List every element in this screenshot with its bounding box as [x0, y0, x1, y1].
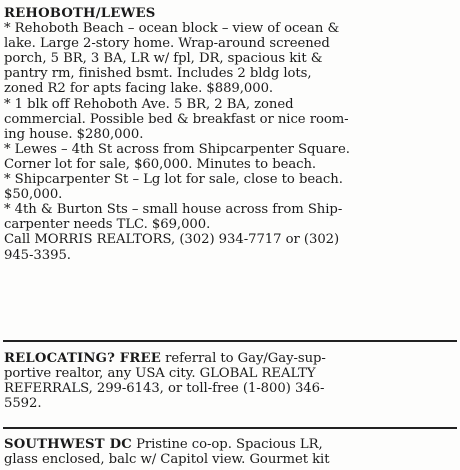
ad-text-line: $50,000. [4, 187, 63, 203]
ad-text-line: pantry rm, finished bsmt. Includes 2 bldg lots, [4, 66, 312, 82]
ad-heading: RELOCATING? FREE [4, 351, 162, 366]
ad-heading: SOUTHWEST DC [4, 437, 132, 452]
ad-text-line: ing house. $280,000. [4, 126, 144, 142]
ad-text-fragment: referral to Gay/Gay-sup- [161, 351, 326, 366]
ad-text-line: glass enclosed, balc w/ Capitol view. Gourmet kit [4, 452, 330, 468]
ad-first-line [4, 351, 456, 366]
ad-text-line: portive realtor, any USA city. GLOBAL REALTY [4, 366, 316, 382]
classified-ad-relocating [4, 351, 456, 411]
classified-ad-southwest-dc [4, 437, 456, 467]
ad-text-line: lake. Large 2-story home. Wrap-around screened [4, 36, 330, 52]
ad-heading: REHOBOTH/LEWES [4, 6, 156, 21]
ad-text-line: Call MORRIS REALTORS, (302) 934-7717 or (302) [4, 232, 340, 248]
ad-text-line: * Shipcarpenter St – Lg lot for sale, close to beach. [4, 172, 343, 188]
ad-text-line: carpenter needs TLC. $69,000. [4, 217, 211, 233]
ad-text-line: 945-3395. [4, 247, 71, 263]
ad-text-line: zoned R2 for apts facing lake. $889,000. [4, 81, 274, 97]
classified-ad-rehoboth-lewes [4, 6, 456, 263]
ad-text-line: * Rehoboth Beach – ocean block – view of ocean & [4, 21, 340, 37]
ad-text-line: * Lewes – 4th St across from Shipcarpenter Square. [4, 141, 350, 157]
ad-divider [3, 427, 457, 429]
ad-text-line: * 4th & Burton Sts – small house across from Ship- [4, 202, 343, 218]
ad-divider [3, 340, 457, 342]
ad-text-line: porch, 5 BR, 3 BA, LR w/ fpl, DR, spacious kit & [4, 51, 323, 67]
ad-text-line: * 1 blk off Rehoboth Ave. 5 BR, 2 BA, zoned [4, 96, 294, 112]
ad-text-line: REFERRALS, 299-6143, or toll-free (1-800) 346- [4, 381, 325, 397]
ad-first-line [4, 437, 456, 452]
ad-text-line: 5592. [4, 396, 42, 412]
ad-text-line: commercial. Possible bed & breakfast or nice room- [4, 111, 349, 127]
ad-text-fragment: Pristine co-op. Spacious LR, [131, 437, 323, 452]
ad-text-line: Corner lot for sale, $60,000. Minutes to beach. [4, 156, 317, 172]
